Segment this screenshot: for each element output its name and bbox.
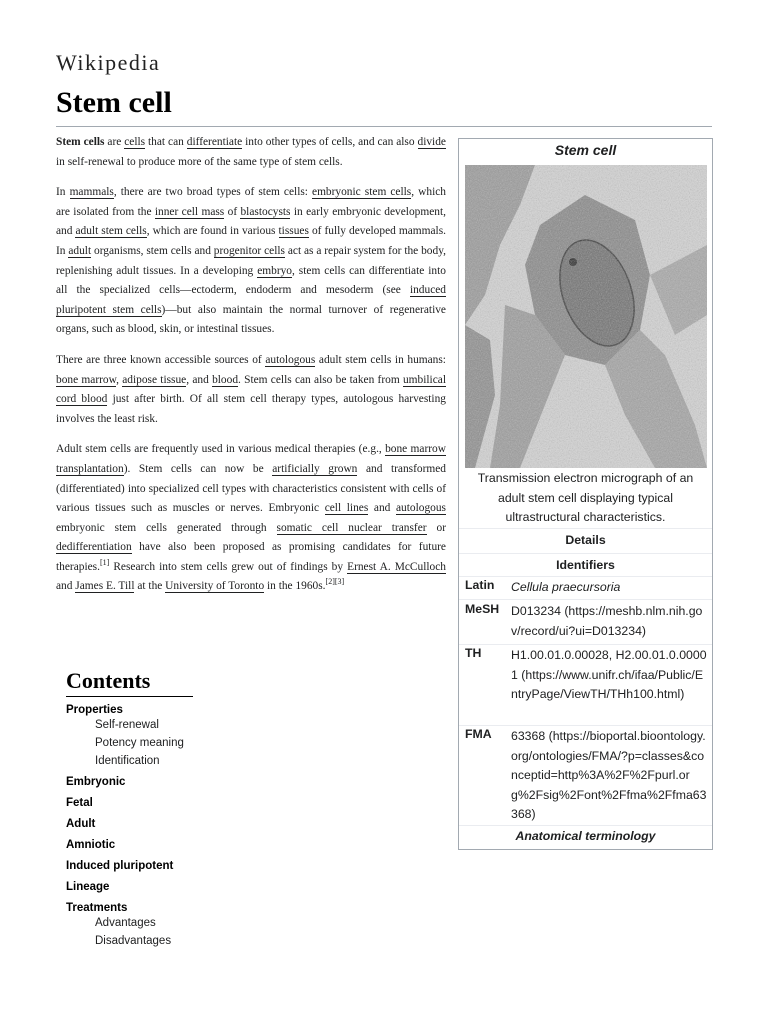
table-of-contents (66, 668, 246, 951)
toc-title: Contents (66, 668, 193, 697)
toc-item-amniotic[interactable]: Amniotic (66, 839, 116, 852)
divider (459, 725, 712, 726)
text: There are three known accessible sources of (56, 353, 266, 366)
text: Research into stem cells grew out of findings by (109, 560, 348, 573)
toc-item-adult[interactable]: Adult (66, 818, 96, 831)
toc-subitem-potency-meaning[interactable]: Potency meaning (95, 736, 184, 749)
row-value-link[interactable]: D013234 (https://meshb.nlm.nih.gov/record/ui?ui=D013234) (511, 604, 703, 638)
text: or (426, 521, 446, 534)
row-label: Latin (465, 578, 495, 592)
link-artificially-grown[interactable]: artificially grown (272, 462, 358, 475)
micrograph-drawing (465, 165, 707, 468)
wikipedia-logo[interactable]: Wikipedia (56, 50, 161, 75)
text: and (56, 580, 76, 593)
title-divider (56, 126, 712, 127)
toc-item-embryonic[interactable]: Embryonic (66, 776, 126, 789)
link-autologous[interactable]: autologous (265, 353, 316, 366)
infobox-caption: Transmission electron micrograph of an adult stem cell displaying typical ultrastructural characteristics. (477, 471, 694, 524)
toc-sublist (66, 717, 246, 770)
anatomical-terminology-link[interactable]: Anatomical terminology (515, 829, 656, 843)
text: , there are two broad types of stem cells: (113, 186, 313, 199)
text: and transformed (differentiated) into specialized cell types with characteristics consistent with cells of various tissues such as muscles or nerves. Embryonic (56, 462, 446, 515)
infobox-title: Stem cell (554, 142, 617, 158)
link-tissues[interactable]: tissues (278, 225, 309, 238)
text: act as a repair system for the body, replenishing adult tissues. In a developing (56, 244, 446, 277)
link-adipose-tissue[interactable]: adipose tissue (122, 373, 187, 386)
text: , which are isolated from the (56, 186, 446, 218)
page-title: Stem cell (56, 86, 172, 119)
toc-sublist (66, 915, 246, 951)
link-umbilical-cord-blood[interactable]: umbilical cord blood (56, 373, 446, 406)
link-adult-stem-cells[interactable]: adult stem cells (75, 225, 147, 238)
details-header[interactable]: Details (565, 533, 606, 547)
toc-item-properties[interactable] (66, 703, 246, 770)
toc-subitem-disadvantages[interactable]: Disadvantages (95, 935, 172, 948)
text: of fully developed mammals. In (56, 225, 446, 257)
text: organisms, stem cells and (91, 244, 214, 257)
toc-subitem-identification[interactable]: Identification (95, 754, 160, 767)
link-embryonic-stem-cells[interactable]: embryonic stem cells (312, 186, 412, 199)
link-differentiate[interactable]: differentiate (186, 136, 243, 148)
divider (459, 599, 712, 600)
toc-item-induced-pluripotent[interactable]: Induced pluripotent (66, 860, 174, 873)
link-blood[interactable]: blood (212, 373, 239, 386)
link-bone-marrow[interactable]: bone marrow (56, 373, 117, 386)
toc-item-fetal[interactable]: Fetal (66, 797, 93, 810)
link-cells[interactable]: cells (124, 136, 146, 148)
toc-item-treatments[interactable] (66, 901, 246, 951)
link-cell-lines[interactable]: cell lines (324, 502, 369, 515)
link-ernest-mcculloch[interactable]: Ernest A. McCulloch (347, 560, 446, 573)
row-label: FMA (465, 727, 492, 741)
link-somatic-cell-nuclear-transfer[interactable]: somatic cell nuclear transfer (276, 521, 427, 534)
paragraph-intro (56, 133, 446, 172)
toc-item-lineage[interactable]: Lineage (66, 881, 110, 894)
divider (459, 553, 712, 554)
paragraph-types (56, 183, 446, 340)
text: that can (145, 136, 187, 148)
link-mammals[interactable]: mammals (69, 186, 114, 199)
link-embryo[interactable]: embryo (257, 264, 292, 277)
text: in self-renewal to produce more of the same type of stem cells. (56, 155, 343, 168)
row-value-link[interactable]: 63368 (https://bioportal.bioontology.org/ontologies/FMA/?p=classes&conceptid=http%3A%2F%2Fpurl.org%2Fsig%2Font%2Ffma%2Ffma63368) (511, 729, 707, 821)
link-dedifferentiation[interactable]: dedifferentiation (56, 541, 132, 554)
link-bone-marrow-transplantation[interactable]: bone marrow transplantation (56, 443, 446, 475)
link-induced-pluripotent-stem-cells[interactable]: induced pluripotent stem cells (56, 284, 446, 316)
divider (459, 576, 712, 577)
toc-list (66, 703, 246, 951)
toc-subitem-self-renewal[interactable]: Self-renewal (95, 719, 159, 731)
row-label: MeSH (465, 602, 500, 616)
text: , stem cells can differentiate into all the specialized cells—ectoderm, endoderm and mesoderm (see (56, 264, 446, 297)
article-body (56, 133, 446, 608)
toc-item-label[interactable]: Properties (66, 704, 123, 716)
bold-term: Stem cells (56, 136, 105, 148)
link-adult[interactable]: adult (68, 244, 92, 257)
text: have also been proposed as promising candidates for future therapies. (56, 541, 446, 573)
text: are (104, 136, 125, 148)
text: , (116, 373, 123, 386)
infobox (458, 138, 713, 850)
link-blastocysts[interactable]: blastocysts (240, 205, 291, 218)
text: Adult stem cells are frequently used in various medical therapies (e.g., (56, 443, 386, 456)
row-label: TH (465, 646, 482, 660)
text: . Stem cells can also be taken from (238, 373, 403, 386)
link-university-of-toronto[interactable]: University of Toronto (165, 580, 265, 593)
text: embryonic stem cells generated through (56, 521, 277, 534)
link-divide[interactable]: divide (417, 136, 446, 148)
citation-1[interactable]: [1] (99, 558, 110, 568)
toc-item-label[interactable]: Treatments (66, 902, 128, 915)
micrograph-image[interactable] (465, 165, 707, 468)
text: adult stem cells in humans: (315, 353, 446, 366)
text: into other types of cells, and can also (242, 136, 418, 148)
text: in early embryonic development, and (56, 205, 446, 238)
link-james-till[interactable]: James E. Till (75, 580, 135, 593)
row-value: Cellula praecursoria (511, 580, 621, 594)
text: , and (186, 373, 213, 386)
identifiers-header: Identifiers (556, 558, 615, 572)
text: just after birth. Of all stem cell therapy types, autologous harvesting involves the least risk. (56, 393, 446, 425)
paragraph-sources (56, 351, 446, 429)
toc-subitem-advantages[interactable]: Advantages (95, 917, 156, 930)
text: ). Stem cells can now be (123, 462, 273, 475)
text: In (56, 186, 70, 199)
link-autologous-2[interactable]: autologous (396, 502, 446, 515)
divider (459, 644, 712, 645)
text: at the (134, 580, 166, 593)
text: , which are found in various (146, 225, 279, 238)
text: of (224, 205, 241, 218)
link-inner-cell-mass[interactable]: inner cell mass (154, 205, 225, 218)
text: )—but also maintain the normal turnover of regenerative organs, such as blood, skin, or intestinal tissues. (56, 303, 446, 336)
paragraph-therapies (56, 440, 446, 597)
row-value-link[interactable]: H1.00.01.0.00028, H2.00.01.0.00001 (https://www.unifr.ch/ifaa/Public/EntryPage/ViewTH/THh100.html) (511, 648, 707, 701)
link-progenitor-cells[interactable]: progenitor cells (213, 244, 285, 257)
divider (459, 528, 712, 529)
citation-2-3[interactable]: [2][3] (325, 577, 345, 587)
text: and (368, 502, 396, 515)
text: in the 1960s. (264, 580, 326, 593)
